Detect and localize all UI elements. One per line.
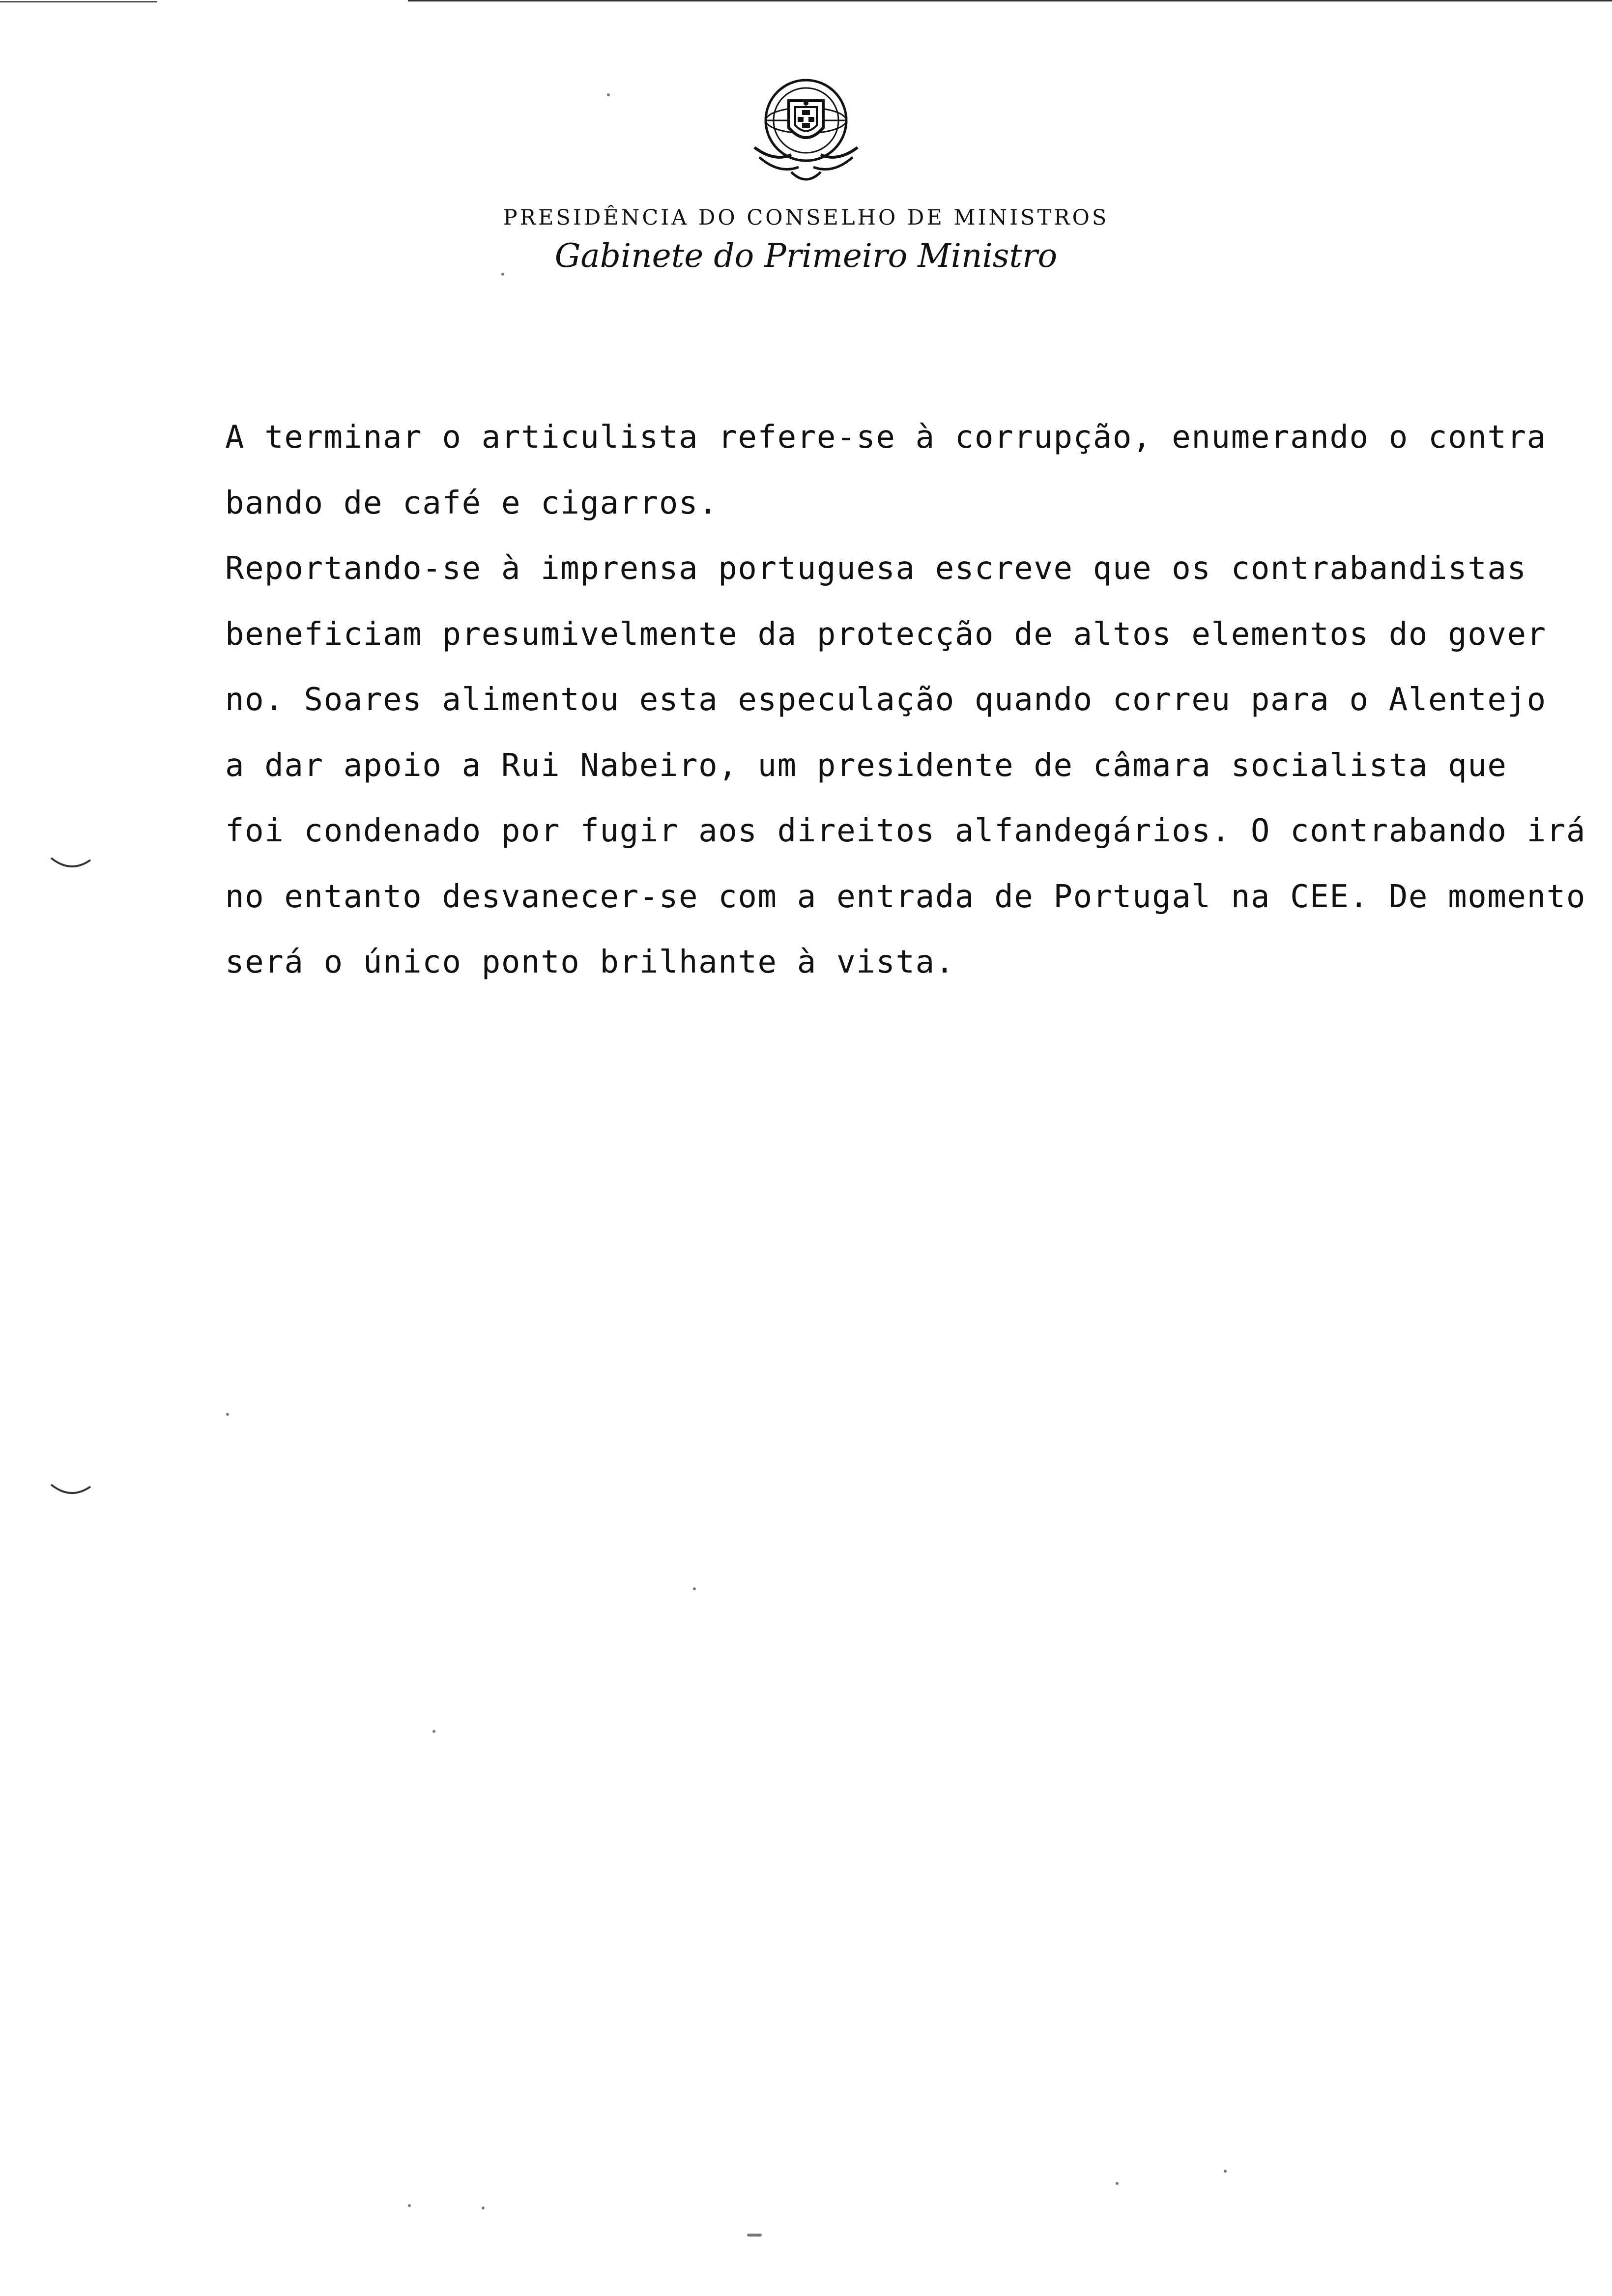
document-body (225, 418, 1591, 1008)
office-subtitle: Gabinete do Primeiro Ministro (554, 237, 1058, 275)
body-line: Reportando-se à imprensa portuguesa escreve que os contrabandistas (225, 550, 1527, 587)
paper-speck (482, 2207, 485, 2210)
top-border-line (0, 1, 157, 2)
body-line: foi condenado por fugir aos direitos alfandegários. O contrabando irá (225, 813, 1586, 849)
top-border-line (408, 0, 1612, 1)
body-line: a dar apoio a Rui Nabeiro, um presidente de câmara socialista que (225, 747, 1507, 784)
body-line: no. Soares alimentou esta especulação quando correu para o Alentejo (225, 682, 1547, 718)
paper-speck (226, 1413, 229, 1416)
paper-speck (501, 273, 504, 276)
body-line: A terminar o articulista refere-se à corrupção, enumerando o contra (225, 419, 1547, 456)
body-line: será o único ponto brilhante à vista. (225, 944, 955, 980)
paper-speck (432, 1730, 435, 1733)
paper-speck (693, 1587, 696, 1590)
paper-speck (1224, 2170, 1227, 2173)
organization-title: PRESIDÊNCIA DO CONSELHO DE MINISTROS (503, 205, 1109, 230)
paper-speck (747, 2234, 762, 2237)
hole-punch-mark (49, 855, 92, 875)
paper-speck (408, 2204, 411, 2207)
body-line: bando de café e cigarros. (225, 485, 719, 521)
body-line: no entanto desvanecer-se com a entrada de Portugal na CEE. De momento (225, 878, 1586, 915)
body-line: beneficiam presumivelmente da protecção de altos elementos do gover (225, 616, 1547, 653)
hole-punch-mark (49, 1482, 92, 1501)
paper-speck (1116, 2182, 1119, 2185)
portuguese-coat-of-arms-icon (745, 74, 867, 192)
paper-speck (607, 93, 610, 96)
